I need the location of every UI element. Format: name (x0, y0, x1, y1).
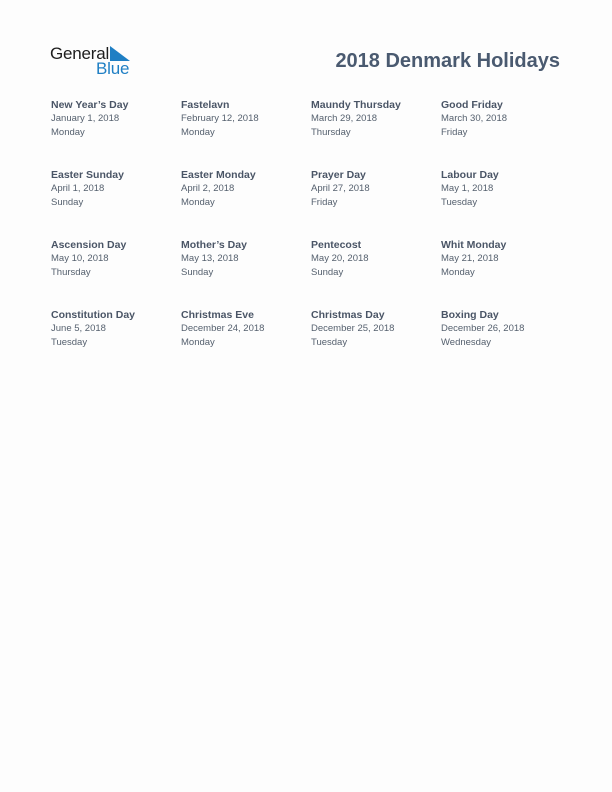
holiday-weekday: Monday (181, 337, 215, 348)
holiday-item (311, 168, 441, 238)
holiday-weekday: Friday (441, 127, 468, 138)
holiday-name: Christmas Eve (181, 309, 254, 321)
holiday-date: December 25, 2018 (311, 323, 395, 334)
holiday-item (441, 308, 571, 378)
holiday-name: Pentecost (311, 239, 362, 251)
holiday-date: May 20, 2018 (311, 253, 369, 264)
holiday-weekday: Friday (311, 197, 338, 208)
holiday-name: Boxing Day (441, 309, 499, 321)
holiday-weekday: Monday (181, 127, 215, 138)
holiday-weekday: Monday (51, 127, 85, 138)
holiday-name: Labour Day (441, 169, 499, 181)
holiday-name: Good Friday (441, 99, 503, 111)
holiday-item (311, 308, 441, 378)
holiday-weekday: Monday (181, 197, 215, 208)
holiday-date: March 30, 2018 (441, 113, 508, 124)
holiday-grid (51, 98, 581, 378)
holiday-weekday: Thursday (51, 267, 91, 278)
holiday-item (441, 168, 571, 238)
holiday-date: April 27, 2018 (311, 183, 370, 194)
holiday-date: May 1, 2018 (441, 183, 494, 194)
holiday-date: February 12, 2018 (181, 113, 259, 124)
holiday-item (441, 238, 571, 308)
holiday-date: December 24, 2018 (181, 323, 265, 334)
holiday-name: Ascension Day (51, 239, 127, 251)
holiday-item (441, 98, 571, 168)
holiday-item (51, 98, 181, 168)
holiday-weekday: Tuesday (441, 197, 478, 208)
logo (50, 44, 140, 78)
holiday-date: April 2, 2018 (181, 183, 235, 194)
holiday-item (181, 238, 311, 308)
logo-general-text: General (50, 44, 110, 63)
holiday-weekday: Sunday (51, 197, 84, 208)
holiday-date: January 1, 2018 (51, 113, 120, 124)
holiday-weekday: Thursday (311, 127, 351, 138)
holiday-item (51, 308, 181, 378)
holiday-name: Mother’s Day (181, 239, 247, 251)
holiday-weekday: Tuesday (51, 337, 88, 348)
holiday-name: Whit Monday (441, 239, 507, 251)
page-title: 2018 Denmark Holidays (335, 50, 560, 72)
holiday-item (181, 308, 311, 378)
holiday-name: Prayer Day (311, 169, 366, 181)
holiday-weekday: Tuesday (311, 337, 348, 348)
holiday-weekday: Sunday (311, 267, 344, 278)
holiday-name: Easter Sunday (51, 169, 124, 181)
holiday-name: New Year’s Day (51, 99, 129, 111)
logo-blue-text: Blue (96, 59, 130, 78)
holiday-name: Christmas Day (311, 309, 385, 321)
holiday-item (181, 168, 311, 238)
holiday-weekday: Wednesday (441, 337, 491, 348)
holiday-date: May 13, 2018 (181, 253, 239, 264)
holiday-item (311, 98, 441, 168)
holiday-item (311, 238, 441, 308)
holiday-name: Easter Monday (181, 169, 256, 181)
holiday-date: March 29, 2018 (311, 113, 378, 124)
holiday-date: May 10, 2018 (51, 253, 109, 264)
holiday-date: May 21, 2018 (441, 253, 499, 264)
holiday-name: Maundy Thursday (311, 99, 401, 111)
holiday-item (181, 98, 311, 168)
holiday-item (51, 168, 181, 238)
holiday-date: April 1, 2018 (51, 183, 105, 194)
holiday-weekday: Sunday (181, 267, 214, 278)
holiday-date: December 26, 2018 (441, 323, 525, 334)
holiday-item (51, 238, 181, 308)
holiday-date: June 5, 2018 (51, 323, 106, 334)
holiday-name: Constitution Day (51, 309, 135, 321)
holiday-name: Fastelavn (181, 99, 230, 111)
holiday-weekday: Monday (441, 267, 475, 278)
